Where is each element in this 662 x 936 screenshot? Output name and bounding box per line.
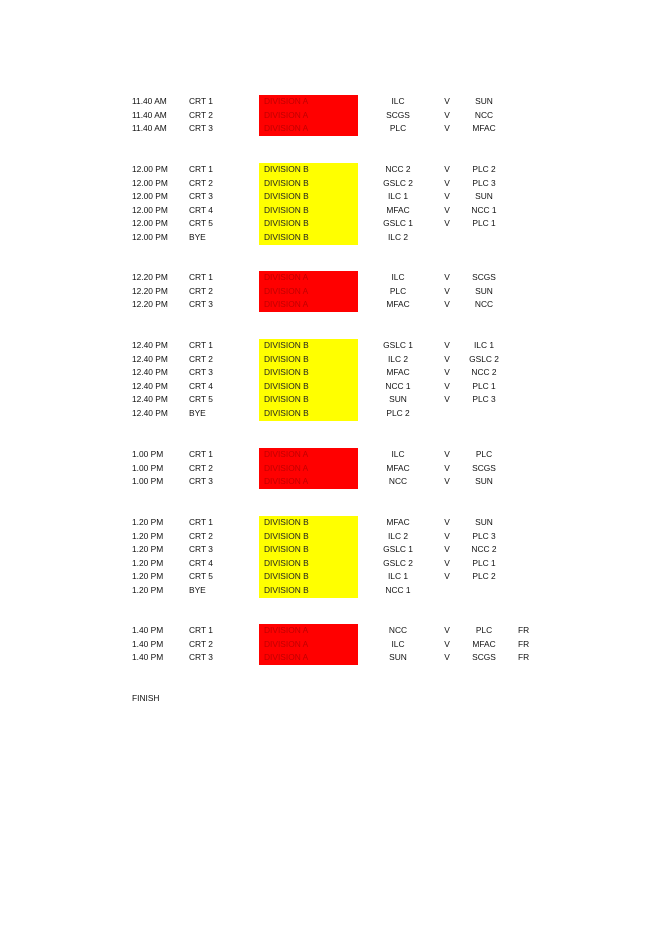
schedule-row bbox=[0, 366, 662, 380]
time-cell: 12.00 PM bbox=[132, 164, 168, 174]
court-cell: CRT 2 bbox=[189, 109, 213, 120]
division-cell: DIVISION A bbox=[259, 448, 358, 462]
schedule-row bbox=[0, 204, 662, 218]
team-two-cell: SUN bbox=[475, 476, 493, 487]
court-cell: CRT 3 bbox=[189, 652, 213, 663]
division-cell: DIVISION A bbox=[259, 462, 358, 476]
court-cell: CRT 5 bbox=[189, 394, 213, 405]
team-two-cell: NCC 2 bbox=[471, 544, 497, 555]
court-cell: CRT 4 bbox=[189, 204, 213, 215]
schedule-row bbox=[0, 95, 662, 109]
time-cell: 1.00 PM bbox=[132, 449, 164, 459]
schedule-row bbox=[0, 231, 662, 245]
time-cell: 1.20 PM bbox=[132, 517, 164, 527]
team-one-cell: ILC bbox=[391, 96, 405, 106]
time-cell: 1.00 PM bbox=[132, 476, 164, 487]
team-one-cell: MFAC bbox=[386, 517, 410, 527]
team-one-cell: MFAC bbox=[386, 367, 410, 378]
court-cell: CRT 4 bbox=[189, 380, 213, 391]
court-cell: CRT 5 bbox=[189, 218, 213, 229]
time-cell: 1.20 PM bbox=[132, 530, 164, 541]
division-cell: DIVISION B bbox=[259, 516, 358, 530]
team-two-cell: GSLC 2 bbox=[469, 353, 499, 364]
time-cell: 11.40 AM bbox=[132, 109, 167, 120]
court-cell: CRT 1 bbox=[189, 517, 213, 527]
versus-cell: V bbox=[444, 164, 450, 174]
versus-cell: V bbox=[444, 625, 450, 635]
schedule-row bbox=[0, 163, 662, 177]
team-one-cell: ILC 1 bbox=[387, 191, 409, 202]
schedule-row bbox=[0, 557, 662, 571]
versus-cell: V bbox=[444, 272, 450, 282]
division-cell: DIVISION A bbox=[259, 651, 358, 665]
note-cell: FR bbox=[518, 625, 530, 635]
team-one-cell: GSLC 2 bbox=[383, 557, 413, 568]
team-two-cell: NCC bbox=[474, 299, 494, 310]
team-one-cell: ILC bbox=[391, 272, 405, 282]
division-cell: DIVISION A bbox=[259, 298, 358, 312]
time-cell: 1.20 PM bbox=[132, 584, 164, 595]
schedule-row bbox=[0, 339, 662, 353]
versus-cell: V bbox=[444, 530, 450, 541]
schedule-row bbox=[0, 285, 662, 299]
court-cell: CRT 1 bbox=[189, 449, 213, 459]
team-one-cell: ILC 2 bbox=[387, 530, 409, 541]
schedule-row bbox=[0, 651, 662, 665]
schedule-row bbox=[0, 448, 662, 462]
court-cell: CRT 2 bbox=[189, 285, 213, 296]
schedule-row bbox=[0, 570, 662, 584]
schedule-row bbox=[0, 638, 662, 652]
time-slot-group bbox=[0, 163, 662, 245]
division-cell: DIVISION B bbox=[259, 570, 358, 584]
team-one-cell: ILC 2 bbox=[387, 231, 409, 242]
team-two-cell: PLC 1 bbox=[472, 557, 496, 568]
versus-cell: V bbox=[444, 571, 450, 582]
schedule-row bbox=[0, 475, 662, 489]
team-two-cell: PLC 3 bbox=[472, 530, 496, 541]
schedule-row bbox=[0, 407, 662, 421]
team-two-cell: PLC 2 bbox=[472, 164, 496, 174]
time-slot-group bbox=[0, 339, 662, 421]
team-one-cell: NCC bbox=[388, 476, 408, 487]
team-one-cell: SUN bbox=[389, 652, 407, 663]
team-two-cell: PLC bbox=[475, 449, 493, 459]
court-cell: BYE bbox=[189, 231, 206, 242]
time-cell: 12.40 PM bbox=[132, 340, 168, 350]
versus-cell: V bbox=[444, 449, 450, 459]
versus-cell: V bbox=[444, 544, 450, 555]
court-cell: CRT 3 bbox=[189, 544, 213, 555]
schedule-row bbox=[0, 298, 662, 312]
schedule-row bbox=[0, 530, 662, 544]
team-one-cell: GSLC 1 bbox=[383, 544, 413, 555]
court-cell: CRT 2 bbox=[189, 638, 213, 649]
court-cell: CRT 1 bbox=[189, 96, 213, 106]
team-two-cell: SCGS bbox=[472, 272, 496, 282]
team-two-cell: SUN bbox=[475, 285, 493, 296]
time-cell: 11.40 AM bbox=[132, 123, 167, 134]
team-two-cell: NCC bbox=[474, 109, 494, 120]
team-two-cell: SUN bbox=[475, 517, 493, 527]
schedule-row bbox=[0, 122, 662, 136]
time-cell: 12.00 PM bbox=[132, 218, 168, 229]
time-cell: 12.20 PM bbox=[132, 299, 168, 310]
team-one-cell: PLC bbox=[389, 123, 407, 134]
schedule-row bbox=[0, 190, 662, 204]
team-two-cell: ILC 1 bbox=[473, 340, 495, 350]
team-two-cell: PLC 3 bbox=[472, 394, 496, 405]
time-slot-group bbox=[0, 271, 662, 312]
team-one-cell: NCC 2 bbox=[385, 164, 411, 174]
team-two-cell: NCC 2 bbox=[471, 367, 497, 378]
team-two-cell: PLC 1 bbox=[472, 380, 496, 391]
time-cell: 12.40 PM bbox=[132, 367, 168, 378]
division-cell: DIVISION B bbox=[259, 407, 358, 421]
court-cell: CRT 2 bbox=[189, 530, 213, 541]
versus-cell: V bbox=[444, 191, 450, 202]
team-one-cell: NCC 1 bbox=[385, 380, 411, 391]
versus-cell: V bbox=[444, 340, 450, 350]
versus-cell: V bbox=[444, 476, 450, 487]
division-cell: DIVISION B bbox=[259, 393, 358, 407]
time-slot-group bbox=[0, 516, 662, 598]
court-cell: CRT 2 bbox=[189, 353, 213, 364]
team-one-cell: MFAC bbox=[386, 299, 410, 310]
court-cell: CRT 1 bbox=[189, 340, 213, 350]
finish-label: FINISH bbox=[132, 693, 160, 703]
team-one-cell: NCC 1 bbox=[385, 584, 411, 595]
schedule-row bbox=[0, 516, 662, 530]
team-one-cell: MFAC bbox=[386, 462, 410, 473]
time-cell: 12.20 PM bbox=[132, 272, 168, 282]
team-two-cell: MFAC bbox=[472, 123, 496, 134]
division-cell: DIVISION B bbox=[259, 163, 358, 177]
versus-cell: V bbox=[444, 218, 450, 229]
time-cell: 12.40 PM bbox=[132, 407, 168, 418]
team-two-cell: PLC 1 bbox=[472, 218, 496, 229]
division-cell: DIVISION B bbox=[259, 177, 358, 191]
schedule-row bbox=[0, 271, 662, 285]
court-cell: BYE bbox=[189, 584, 206, 595]
team-one-cell: NCC bbox=[388, 625, 408, 635]
court-cell: CRT 3 bbox=[189, 367, 213, 378]
court-cell: CRT 2 bbox=[189, 462, 213, 473]
time-cell: 1.20 PM bbox=[132, 544, 164, 555]
court-cell: CRT 2 bbox=[189, 177, 213, 188]
schedule-row bbox=[0, 380, 662, 394]
division-cell: DIVISION B bbox=[259, 339, 358, 353]
schedule-row bbox=[0, 624, 662, 638]
team-one-cell: GSLC 1 bbox=[383, 340, 413, 350]
time-slot-group bbox=[0, 448, 662, 489]
time-slot-group bbox=[0, 95, 662, 136]
versus-cell: V bbox=[444, 517, 450, 527]
versus-cell: V bbox=[444, 285, 450, 296]
team-two-cell: PLC 3 bbox=[472, 177, 496, 188]
time-cell: 1.40 PM bbox=[132, 652, 164, 663]
time-cell: 1.00 PM bbox=[132, 462, 164, 473]
versus-cell: V bbox=[444, 557, 450, 568]
team-one-cell: ILC 1 bbox=[387, 571, 409, 582]
division-cell: DIVISION B bbox=[259, 353, 358, 367]
versus-cell: V bbox=[444, 177, 450, 188]
schedule-row bbox=[0, 543, 662, 557]
court-cell: CRT 1 bbox=[189, 272, 213, 282]
time-cell: 12.40 PM bbox=[132, 380, 168, 391]
time-cell: 12.40 PM bbox=[132, 394, 168, 405]
time-slot-group bbox=[0, 624, 662, 665]
court-cell: CRT 3 bbox=[189, 191, 213, 202]
division-cell: DIVISION A bbox=[259, 624, 358, 638]
team-one-cell: ILC bbox=[391, 638, 405, 649]
team-two-cell: PLC 2 bbox=[472, 571, 496, 582]
court-cell: CRT 3 bbox=[189, 299, 213, 310]
team-one-cell: PLC 2 bbox=[386, 407, 410, 418]
division-cell: DIVISION B bbox=[259, 380, 358, 394]
division-cell: DIVISION A bbox=[259, 109, 358, 123]
court-cell: CRT 1 bbox=[189, 625, 213, 635]
versus-cell: V bbox=[444, 96, 450, 106]
team-one-cell: GSLC 1 bbox=[383, 218, 413, 229]
time-cell: 1.40 PM bbox=[132, 638, 164, 649]
team-two-cell: SUN bbox=[475, 96, 493, 106]
time-cell: 12.00 PM bbox=[132, 177, 168, 188]
note-cell: FR bbox=[518, 638, 530, 649]
team-two-cell: SCGS bbox=[472, 652, 496, 663]
schedule-row bbox=[0, 109, 662, 123]
versus-cell: V bbox=[444, 299, 450, 310]
versus-cell: V bbox=[444, 367, 450, 378]
team-two-cell: NCC 1 bbox=[471, 204, 497, 215]
division-cell: DIVISION A bbox=[259, 271, 358, 285]
team-one-cell: ILC bbox=[391, 449, 405, 459]
schedule-row bbox=[0, 353, 662, 367]
team-one-cell: ILC 2 bbox=[387, 353, 409, 364]
versus-cell: V bbox=[444, 123, 450, 134]
versus-cell: V bbox=[444, 638, 450, 649]
division-cell: DIVISION A bbox=[259, 122, 358, 136]
versus-cell: V bbox=[444, 394, 450, 405]
team-two-cell: PLC bbox=[475, 625, 493, 635]
division-cell: DIVISION A bbox=[259, 285, 358, 299]
team-one-cell: SUN bbox=[389, 394, 407, 405]
division-cell: DIVISION B bbox=[259, 584, 358, 598]
team-two-cell: MFAC bbox=[472, 638, 496, 649]
time-cell: 1.40 PM bbox=[132, 625, 164, 635]
team-one-cell: PLC bbox=[389, 285, 407, 296]
court-cell: CRT 5 bbox=[189, 571, 213, 582]
team-one-cell: SCGS bbox=[386, 109, 410, 120]
versus-cell: V bbox=[444, 109, 450, 120]
division-cell: DIVISION A bbox=[259, 638, 358, 652]
court-cell: CRT 4 bbox=[189, 557, 213, 568]
versus-cell: V bbox=[444, 204, 450, 215]
schedule-row bbox=[0, 584, 662, 598]
versus-cell: V bbox=[444, 353, 450, 364]
schedule-row bbox=[0, 462, 662, 476]
versus-cell: V bbox=[444, 380, 450, 391]
division-cell: DIVISION B bbox=[259, 543, 358, 557]
time-cell: 1.20 PM bbox=[132, 571, 164, 582]
time-cell: 11.40 AM bbox=[132, 96, 167, 106]
division-cell: DIVISION B bbox=[259, 231, 358, 245]
division-cell: DIVISION B bbox=[259, 366, 358, 380]
team-two-cell: SUN bbox=[475, 191, 493, 202]
time-cell: 12.20 PM bbox=[132, 285, 168, 296]
team-one-cell: GSLC 2 bbox=[383, 177, 413, 188]
court-cell: CRT 3 bbox=[189, 476, 213, 487]
time-cell: 12.00 PM bbox=[132, 231, 168, 242]
schedule-row bbox=[0, 217, 662, 231]
versus-cell: V bbox=[444, 652, 450, 663]
division-cell: DIVISION B bbox=[259, 530, 358, 544]
time-cell: 12.40 PM bbox=[132, 353, 168, 364]
time-cell: 12.00 PM bbox=[132, 191, 168, 202]
team-two-cell: SCGS bbox=[472, 462, 496, 473]
division-cell: DIVISION A bbox=[259, 95, 358, 109]
division-cell: DIVISION B bbox=[259, 557, 358, 571]
division-cell: DIVISION A bbox=[259, 475, 358, 489]
schedule-row bbox=[0, 177, 662, 191]
court-cell: BYE bbox=[189, 407, 206, 418]
versus-cell: V bbox=[444, 462, 450, 473]
time-cell: 12.00 PM bbox=[132, 204, 168, 215]
court-cell: CRT 3 bbox=[189, 123, 213, 134]
time-cell: 1.20 PM bbox=[132, 557, 164, 568]
team-one-cell: MFAC bbox=[386, 204, 410, 215]
court-cell: CRT 1 bbox=[189, 164, 213, 174]
schedule-row bbox=[0, 393, 662, 407]
division-cell: DIVISION B bbox=[259, 204, 358, 218]
division-cell: DIVISION B bbox=[259, 217, 358, 231]
note-cell: FR bbox=[518, 652, 530, 663]
division-cell: DIVISION B bbox=[259, 190, 358, 204]
